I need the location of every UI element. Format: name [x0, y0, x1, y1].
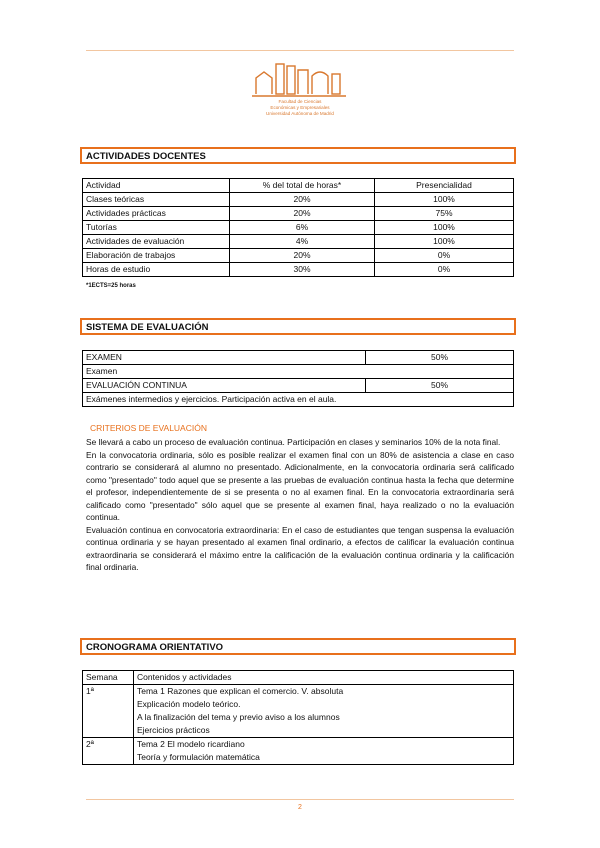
cronograma-line: A la finalización del tema y previo aviso a los alumnos	[137, 712, 340, 722]
table-header: Contenidos y actividades	[134, 671, 514, 685]
table-row	[83, 249, 514, 263]
table-cell: 50%	[366, 379, 514, 393]
table-cell	[134, 738, 514, 765]
table-cell: 0%	[375, 249, 514, 263]
table-header-row	[83, 179, 514, 193]
criterios-paragraph: Se llevará a cabo un proceso de evaluación continua. Participación en clases y seminarios 10% de la nota final.	[86, 437, 501, 447]
table-header: Semana	[83, 671, 134, 685]
table-row	[83, 235, 514, 249]
table-cell: 20%	[230, 249, 375, 263]
table-cell: 75%	[375, 207, 514, 221]
table-cell: 100%	[375, 221, 514, 235]
table-cell: 6%	[230, 221, 375, 235]
table-row	[83, 365, 514, 379]
table-row	[83, 351, 514, 365]
cronograma-line: Tema 1 Razones que explican el comercio. V. absoluta	[137, 686, 344, 696]
footer-rule	[86, 799, 514, 800]
evaluacion-table	[82, 350, 514, 407]
table-row	[83, 379, 514, 393]
table-cell: Clases teóricas	[83, 193, 230, 207]
criterios-title: CRITERIOS DE EVALUACIÓN	[90, 423, 207, 433]
cronograma-table	[82, 670, 514, 765]
table-header: % del total de horas*	[230, 179, 375, 193]
table-header-row	[83, 671, 514, 685]
table-cell: Actividades de evaluación	[83, 235, 230, 249]
table-cell	[134, 685, 514, 738]
table-cell: 0%	[375, 263, 514, 277]
table-header: Presencialidad	[375, 179, 514, 193]
logo-line-2: Económicas y Empresariales	[270, 105, 330, 110]
table-row	[83, 193, 514, 207]
table-cell: 4%	[230, 235, 375, 249]
cronograma-line: Explicación modelo teórico.	[137, 699, 241, 709]
cronograma-line: Ejercicios prácticos	[137, 725, 210, 735]
table-cell: Horas de estudio	[83, 263, 230, 277]
table-cell: 100%	[375, 193, 514, 207]
table-cell: Exámenes intermedios y ejercicios. Participación activa en el aula.	[83, 393, 514, 407]
ects-note: *1ECTS=25 horas	[86, 283, 136, 289]
table-cell: Tutorías	[83, 221, 230, 235]
faculty-logo	[250, 60, 350, 118]
table-header: Actividad	[83, 179, 230, 193]
criterios-paragraph: Evaluación continua en convocatoria extraordinaria: En el caso de estudiantes que tengan suspensa la evaluación continua ordinaria y se hayan presentado al examen final ordinario, a efectos de calificar la evaluación continua extraordinaria se considerará el máximo entre la calificación de la evaluación continua ordinaria y la calificación final ordinaria.	[86, 524, 514, 572]
table-row	[83, 221, 514, 235]
actividades-table	[82, 178, 514, 277]
logo-line-1: Facultad de Ciencias	[278, 99, 322, 104]
table-cell: Actividades prácticas	[83, 207, 230, 221]
table-row	[83, 207, 514, 221]
table-row	[83, 263, 514, 277]
criterios-body	[86, 436, 514, 574]
criterios-paragraph: En la convocatoria ordinaria, sólo es posible realizar el examen final con un 80% de asistencia a clase en caso contrario se considerará al alumno no presentado. Adicionalmente, en la convocatoria ordinaria será calificado como "presentado" todo aquel que se presente a las pruebas de evaluación continua hasta la fecha que determine el profesor, independientemente de si se presenta o no al examen final. En la convocatoria extraordinaria será calificado como "presentado" sólo aquel que se presente al examen final, haya realizado o no la evaluación continua.	[86, 449, 514, 522]
table-cell: EXAMEN	[83, 351, 366, 365]
table-cell: Examen	[83, 365, 514, 379]
table-cell: 20%	[230, 207, 375, 221]
table-cell: 1ª	[83, 685, 134, 738]
cronograma-line: Tema 2 El modelo ricardiano	[137, 739, 245, 749]
table-cell: 50%	[366, 351, 514, 365]
table-row	[83, 685, 514, 738]
table-cell: Elaboración de trabajos	[83, 249, 230, 263]
table-cell: 100%	[375, 235, 514, 249]
actividades-section-title: ACTIVIDADES DOCENTES	[80, 147, 516, 164]
building-logo-icon	[250, 60, 350, 100]
evaluacion-section-title: SISTEMA DE EVALUACIÓN	[80, 318, 516, 335]
cronograma-line: Teoría y formulación matemática	[137, 752, 260, 762]
table-cell: 2ª	[83, 738, 134, 765]
logo-line-3: Universidad Autónoma de Madrid	[266, 111, 334, 116]
header-rule	[86, 50, 514, 51]
cronograma-section-title: CRONOGRAMA ORIENTATIVO	[80, 638, 516, 655]
table-row	[83, 738, 514, 765]
page-number: 2	[298, 804, 302, 811]
table-cell: 30%	[230, 263, 375, 277]
table-cell: EVALUACIÓN CONTINUA	[83, 379, 366, 393]
table-cell: 20%	[230, 193, 375, 207]
table-row	[83, 393, 514, 407]
